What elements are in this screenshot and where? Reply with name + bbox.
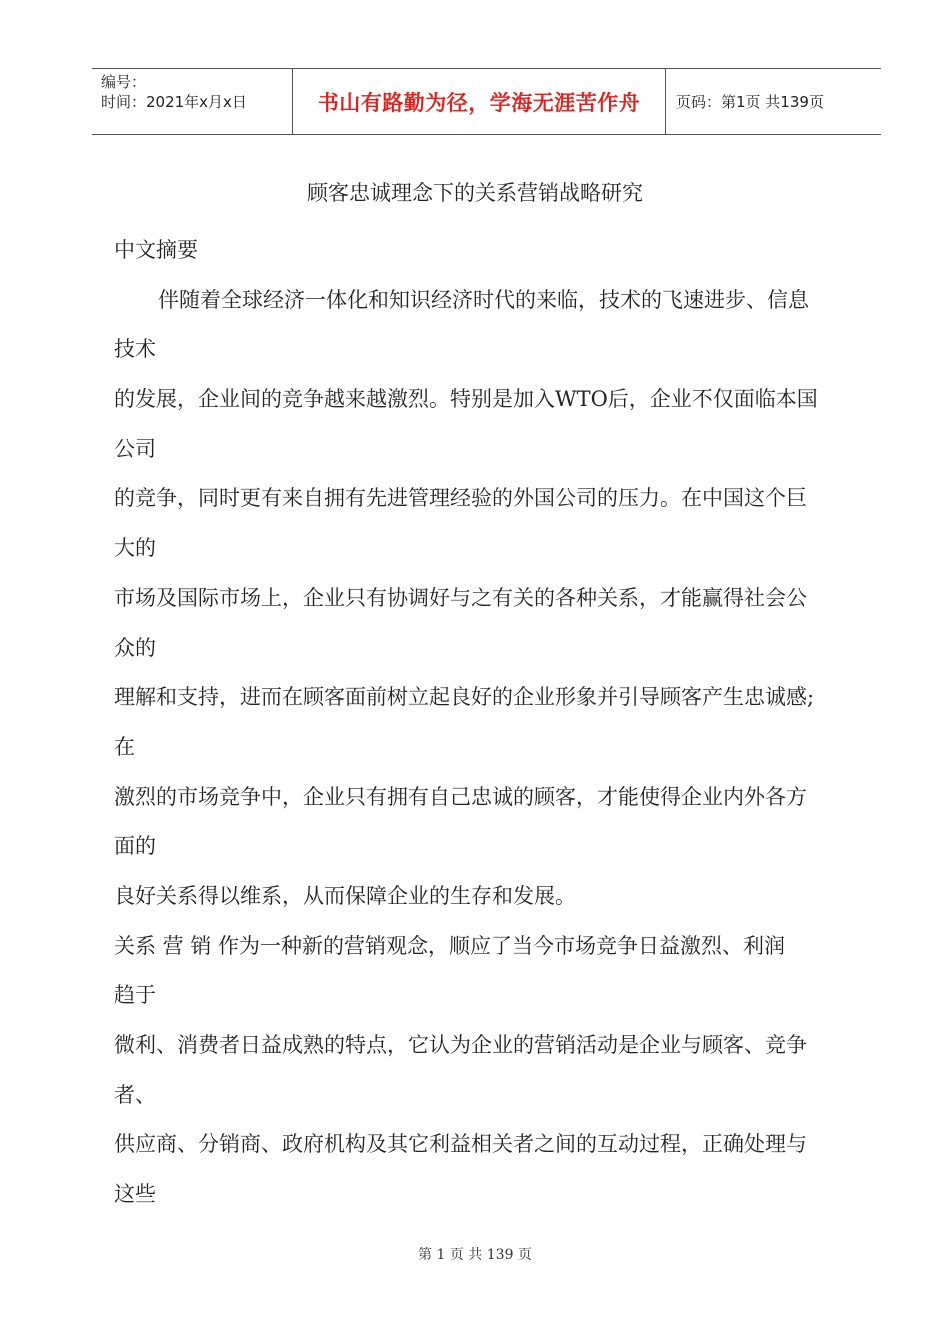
- header-info-cell: [92, 69, 293, 134]
- body-line: 供应商、分销商、政府机构及其它利益相关者之间的互动过程，正确处理与: [114, 1132, 807, 1157]
- body-line: 伴随着全球经济一体化和知识经济时代的来临，技术的飞速进步、信息: [158, 287, 809, 312]
- header-page-info: 页码：第1页 共139页: [676, 93, 824, 111]
- body-line: 面的: [114, 834, 156, 859]
- header-number-label: 编号：: [101, 73, 147, 91]
- body-line: 关系 营 销 作为一种新的营销观念，顺应了当今市场竞争日益激烈、利润: [114, 933, 786, 958]
- body-line: 技术: [114, 337, 156, 362]
- body-line: 趋于: [114, 983, 156, 1008]
- body-line: 的竞争，同时更有来自拥有先进管理经验的外国公司的压力。在中国这个巨: [114, 486, 807, 511]
- header-table: [92, 68, 881, 135]
- body-line: 市场及国际市场上，企业只有协调好与之有关的各种关系，才能赢得社会公: [114, 585, 807, 610]
- body-line: 众的: [114, 635, 156, 660]
- body-line: 的发展，企业间的竞争越来越激烈。特别是加入WTO后，企业不仅面临本国: [114, 387, 818, 412]
- section-heading: 中文摘要: [114, 238, 198, 262]
- page-footer: 第 1 页 共 139 页: [418, 1247, 532, 1263]
- body-line: 公司: [114, 436, 156, 461]
- body-line: 这些: [114, 1182, 156, 1207]
- body-line: 激烈的市场竞争中，企业只有拥有自己忠诚的顾客，才能使得企业内外各方: [114, 784, 807, 809]
- header-motto: 书山有路勤为径，学海无涯苦作舟: [293, 69, 666, 134]
- body-line: 大的: [114, 536, 156, 561]
- body-line: 理解和支持，进而在顾客面前树立起良好的企业形象并引导顾客产生忠诚感;: [114, 685, 815, 710]
- header-time-label: 时间：2021年x月x日: [101, 93, 247, 111]
- document-title: 顾客忠诚理念下的关系营销战略研究: [307, 181, 643, 205]
- document-body: [114, 226, 874, 1220]
- body-line: 在: [114, 734, 135, 759]
- body-line: 者、: [114, 1082, 156, 1107]
- body-line: 良好关系得以维系，从而保障企业的生存和发展。: [114, 883, 576, 908]
- body-line: 微利、消费者日益成熟的特点，它认为企业的营销活动是企业与顾客、竞争: [114, 1033, 807, 1057]
